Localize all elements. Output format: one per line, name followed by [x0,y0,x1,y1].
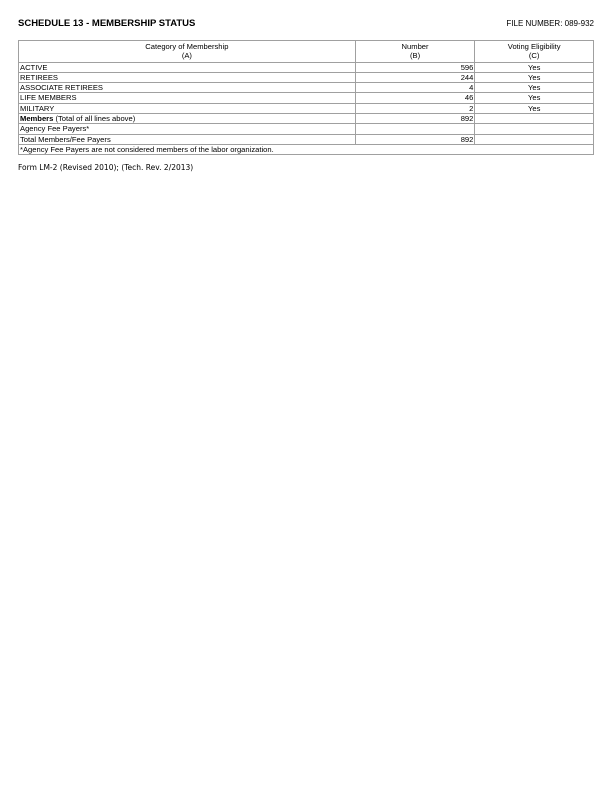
table-row [19,83,594,93]
footnote-row [19,144,594,154]
table-header-row [19,41,594,63]
agency-fee-row [19,124,594,134]
category-cell: MILITARY [19,103,356,113]
members-total-number: 892 [355,114,475,124]
column-header-voting: Voting Eligibility (C) [475,41,594,63]
voting-cell: Yes [475,93,594,103]
table-row [19,93,594,103]
number-cell: 46 [355,93,475,103]
agency-fee-voting [475,124,594,134]
file-number: FILE NUMBER: 089-932 [506,19,594,28]
table-row [19,72,594,82]
number-cell: 596 [355,62,475,72]
voting-cell: Yes [475,83,594,93]
table-row [19,62,594,72]
category-cell: RETIREES [19,72,356,82]
total-members-fee-label: Total Members/Fee Payers [19,134,356,144]
table-row [19,103,594,113]
total-members-fee-row [19,134,594,144]
category-cell: ACTIVE [19,62,356,72]
page-header [18,18,594,32]
voting-cell: Yes [475,103,594,113]
agency-fee-number [355,124,475,134]
number-cell: 2 [355,103,475,113]
number-cell: 4 [355,83,475,93]
number-cell: 244 [355,72,475,82]
schedule-title: SCHEDULE 13 - MEMBERSHIP STATUS [18,18,196,29]
column-header-number: Number (B) [355,41,475,63]
footnote: *Agency Fee Payers are not considered members of the labor organization. [19,144,594,154]
form-footer: Form LM-2 (Revised 2010); (Tech. Rev. 2/2013) [18,163,194,172]
column-header-category: Category of Membership (A) [19,41,356,63]
members-total-voting [475,114,594,124]
membership-status-table [18,40,594,155]
total-members-fee-number: 892 [355,134,475,144]
category-cell: LIFE MEMBERS [19,93,356,103]
category-cell: ASSOCIATE RETIREES [19,83,356,93]
total-members-fee-voting [475,134,594,144]
members-total-label: Members (Total of all lines above) [19,114,356,124]
voting-cell: Yes [475,62,594,72]
agency-fee-label: Agency Fee Payers* [19,124,356,134]
members-total-row [19,114,594,124]
voting-cell: Yes [475,72,594,82]
